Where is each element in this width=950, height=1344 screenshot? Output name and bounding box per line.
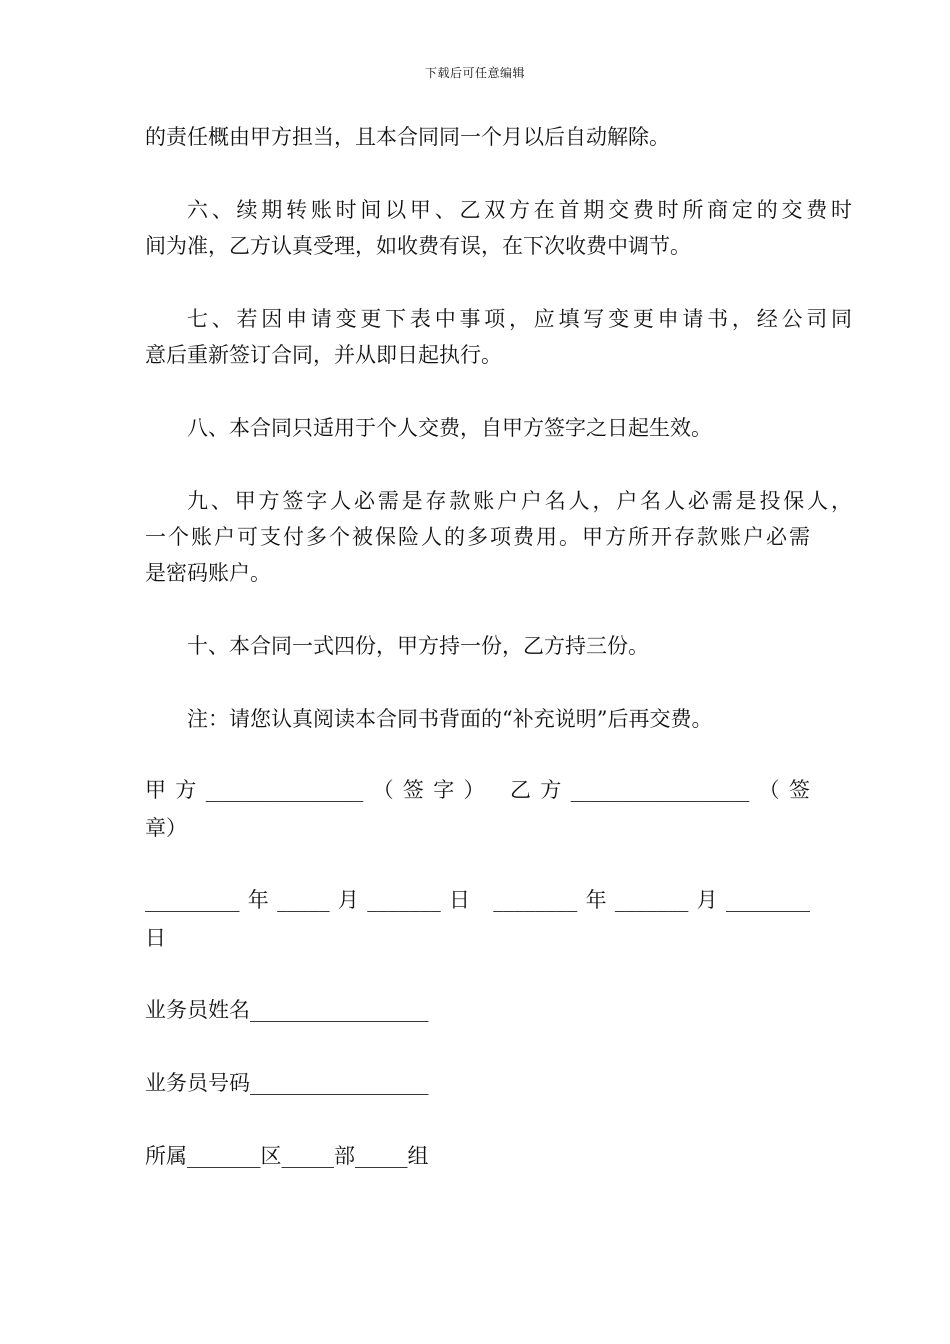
clause-9-line-3: 是密码账户。 [145, 561, 271, 585]
clause-6-line-1: 六、续期转账时间以甲、乙双方在首期交费时所商定的交费时 [187, 198, 852, 222]
date-line-2: 日 [145, 926, 166, 950]
clause-9-line-2: 一个账户可支付多个被保险人的多项费用。甲方所开存款账户必需 [145, 525, 810, 549]
clause-9-line-1: 九、甲方签字人必需是存款账户户名人，户名人必需是投保人， [187, 489, 852, 513]
affiliation-field: 所属_______区_____部_____组 [145, 1144, 429, 1168]
signature-line-1: 甲方_______________（签字） 乙方_________________（签 [145, 778, 810, 802]
paragraph-5-tail: 的责任概由甲方担当，且本合同同一个月以后自动解除。 [145, 125, 670, 149]
date-line-1: _________年_____月_______日 ________年_______月________ [145, 888, 810, 912]
clause-7-line-2: 意后重新签订合同，并从即日起执行。 [145, 343, 502, 367]
agent-number-field: 业务员号码_________________ [145, 1071, 429, 1095]
clause-10-line-1: 十、本合同一式四份，甲方持一份，乙方持三份。 [187, 634, 649, 658]
clause-6-line-2: 间为准，乙方认真受理，如收费有误，在下次收费中调节。 [145, 234, 691, 258]
clause-8-line-1: 八、本合同只适用于个人交费，自甲方签字之日起生效。 [187, 416, 712, 440]
agent-name-field: 业务员姓名_________________ [145, 998, 429, 1022]
page-header: 下载后可任意编辑 [424, 66, 525, 80]
note-line: 注：请您认真阅读本合同书背面的“补充说明”后再交费。 [187, 707, 713, 731]
clause-7-line-1: 七、若因申请变更下表中事项，应填写变更申请书，经公司同 [187, 307, 852, 331]
signature-line-2: 章） [145, 816, 187, 840]
